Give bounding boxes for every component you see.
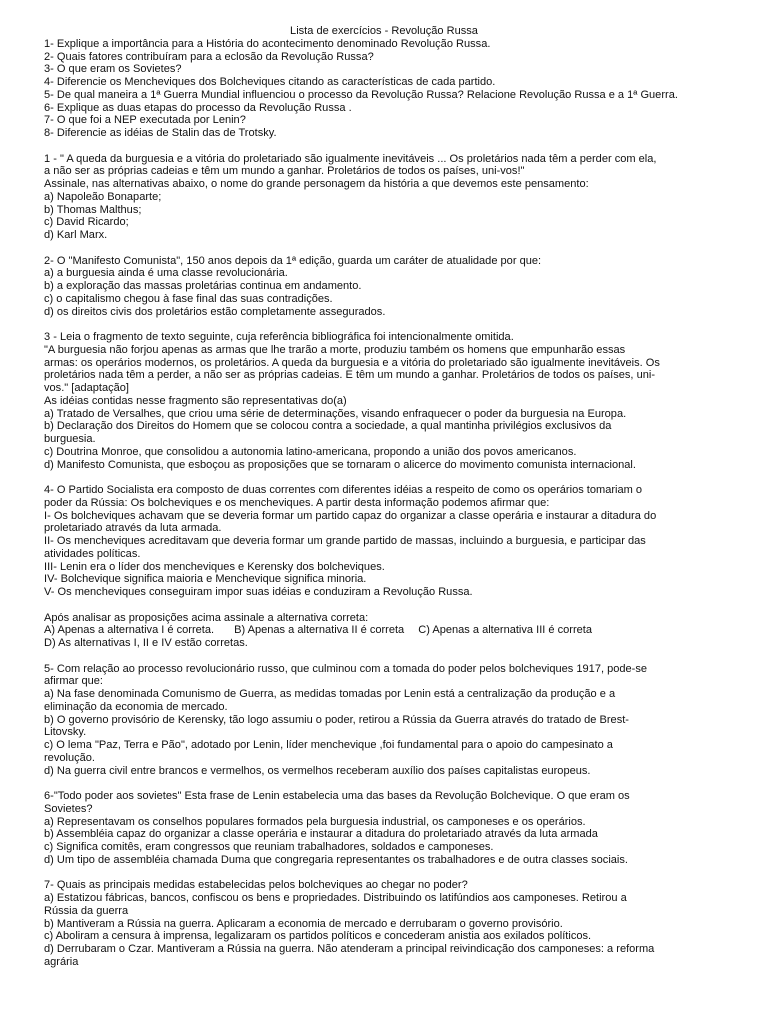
answer-option: d) Karl Marx. [44,229,108,241]
question-text: 2- O "Manifesto Comunista", 150 anos depois da 1ª edição, guarda um caráter de atualidade por que: [44,254,542,267]
question-text: "A burguesia não forjou apenas as armas que lhe trarão a morte, produziu também os homens que empunharão essas [44,343,626,356]
proposition: V- Os mencheviques conseguiram impor suas idéias e conduziram a Revolução Russa. [44,586,473,598]
question-text: 6-"Todo poder aos sovietes" Esta frase de Lenin estabelecia uma das bases da Revolução Bolchevique. O que eram os [44,790,630,802]
proposition: proletariado através da luta armada. [44,522,222,535]
question-text: vos." [adaptação] [44,382,129,394]
answer-option: C) Apenas a alternativa III é correta [418,624,592,637]
question-2 [44,255,724,319]
question-text: 1 - " A queda da burguesia e a vitória do proletariado são igualmente inevitáveis ... Os proletários nada têm a perder com ela, [44,152,657,165]
answer-option: b) Declaração dos Direitos do Homem que se colocou contra a sociedade, a qual mantinha privilégios exclusivos da [44,420,612,433]
worksheet [44,25,724,969]
answer-option: a) Napoleão Bonaparte; [44,190,162,203]
answer-option: agrária [44,955,79,968]
question-text: 4- O Partido Socialista era composto de duas correntes com diferentes idéias a respeito de como os operários tomariam o [44,484,643,496]
proposition: III- Lenin era o líder dos mencheviques e Kerensky dos bolcheviques. [44,560,385,573]
list-item: 7- O que foi a NEP executada por Lenin? [44,114,246,127]
list-item: 4- Diferencie os Mencheviques dos Bolcheviques citando as características de cada partido. [44,76,496,88]
answer-option: b) Assembléia capaz do organizar a classe operária e instaurar a ditadura do proletariado através da luta armada [44,828,598,841]
answer-option: b) O governo provisório de Kerensky, tão logo assumiu o poder, retirou a Rússia da Guerra através do tratado de Brest- [44,713,629,726]
answer-option: b) Mantiveram a Rússia na guerra. Aplicaram a economia de mercado e derrubaram o governo provisório. [44,917,563,930]
list-item: 1- Explique a importância para a História do acontecimento denominado Revolução Russa. [44,37,491,50]
question-text: poder da Rússia: Os bolcheviques e os mencheviques. A partir desta informação podemos afirmar que: [44,496,550,509]
answer-option: eliminação da economia de mercado. [44,700,228,713]
question-5 [44,663,724,778]
answer-option: c) Doutrina Monroe, que consolidou a autonomia latino-americana, propondo a união dos povos americanos. [44,445,577,458]
answer-option: b) a exploração das massas proletárias continua em andamento. [44,280,362,292]
list-item: 3- O que eram os Sovietes? [44,63,182,76]
question-text: Assinale, nas alternativas abaixo, o nome do grande personagem da história a que devemos este pensamento: [44,178,589,190]
question-text: proletários nada têm a perder, a não ser as próprias cadeias. E têm um mundo a ganhar. Proletários de todos os países, uni- [44,369,655,382]
answer-option: a) Na fase denominada Comunismo de Guerra, as medidas tomadas por Lenin está a centralização da produção e a [44,688,616,700]
answer-option: d) Manifesto Comunista, que esboçou as proposições que se tornaram o alicerce do movimento comunista internacional. [44,458,636,471]
question-text: Após analisar as proposições acima assinale a alternativa correta: [44,611,369,624]
question-1 [44,153,724,242]
answer-option: revolução. [44,751,95,764]
answer-option: a) Estatizou fábricas, bancos, confiscou os bens e propriedades. Distribuindo os latifúndios aos camponeses. Retirou a [44,892,627,904]
answer-option: d) Na guerra civil entre brancos e vermelhos, os vermelhos receberam auxílio dos países capitalistas europeus. [44,764,591,777]
answer-option: c) o capitalismo chegou à fase final das suas contradições. [44,292,333,305]
answer-option: A) Apenas a alternativa I é correta. [44,624,215,637]
answer-option: Rússia da guerra [44,904,129,917]
list-item: 8- Diferencie as idéias de Stalin das de Trotsky. [44,127,277,139]
question-text: 3 - Leia o fragmento de texto seguinte, cuja referência bibliográfica foi intencionalmente omitida. [44,331,514,343]
answer-option: burguesia. [44,433,96,445]
answer-option: a) Tratado de Versalhes, que criou uma série de determinações, visando enfraquecer o poder da burguesia na Europa. [44,407,627,420]
answer-option: B) Apenas a alternativa II é correta [234,624,405,637]
question-list [44,38,724,140]
answer-option: a) Representavam os conselhos populares formados pela burguesia industrial, os camponeses e os operários. [44,815,586,828]
question-text: afirmar que: [44,675,103,688]
answer-option: D) As alternativas I, II e IV estão corretas. [44,637,248,649]
answer-option: d) Derrubaram o Czar. Mantiveram a Rússia na guerra. Não atenderam a principal reivindicação dos camponeses: a reforma [44,943,655,955]
question-3 [44,331,724,471]
question-text: 5- Com relação ao processo revolucionário russo, que culminou com a tomada do poder pelos bolcheviques 1917, pode-se [44,662,648,675]
question-text: As idéias contidas nesse fragmento são representativas do(a) [44,394,347,407]
proposition: II- Os mencheviques acreditavam que deveria formar um grande partido de massas, incluindo a burguesia, e participar das [44,535,646,547]
question-4 [44,484,724,650]
answer-option: Litovsky. [44,726,87,739]
question-text: a não ser as próprias cadeias e têm um mundo a ganhar. Proletários de todos os países, uni-vos!" [44,165,525,178]
answer-option: c) David Ricardo; [44,216,129,229]
answer-option: a) a burguesia ainda é uma classe revolucionária. [44,267,288,280]
list-item: 5- De qual maneira a 1ª Guerra Mundial influenciou o processo da Revolução Russa? Relacione Revolução Russa e a 1ª Guerra. [44,88,678,101]
list-item: 6- Explique as duas etapas do processo da Revolução Russa . [44,101,352,114]
question-7 [44,879,724,968]
answer-options-row [44,624,724,637]
answer-option: c) Aboliram a censura à imprensa, legalizaram os partidos políticos e concederam anistia aos exilados políticos. [44,930,592,943]
question-text: 7- Quais as principais medidas estabelecidas pelos bolcheviques ao chegar no poder? [44,879,468,892]
list-item: 2- Quais fatores contribuíram para a eclosão da Revolução Russa? [44,50,374,63]
proposition: atividades políticas. [44,547,141,560]
question-text: Sovietes? [44,802,93,815]
proposition: IV- Bolchevique significa maioria e Menchevique significa minoria. [44,573,367,586]
answer-option: d) os direitos civis dos proletários estão completamente assegurados. [44,305,386,318]
question-text: armas: os operários modernos, os proletários. A queda da burguesia e a vitória do proletariado são igualmente inevitáveis. Os [44,356,660,369]
page-title: Lista de exercícios - Revolução Russa [290,25,478,37]
answer-option: c) Significa comitês, eram congressos que reuniam trabalhadores, soldados e camponeses. [44,841,494,853]
answer-option: b) Thomas Malthus; [44,203,142,216]
proposition: I- Os bolcheviques achavam que se deveria formar um partido capaz do organizar a classe operária e instaurar a ditadura do [44,509,657,522]
answer-option: c) O lema "Paz, Terra e Pão", adotado por Lenin, líder menchevique ,foi fundamental para o apoio do campesinato a [44,739,613,751]
question-6 [44,790,724,867]
answer-option: d) Um tipo de assembléia chamada Duma que congregaria representantes os trabalhadores e de outra classes sociais. [44,853,628,866]
